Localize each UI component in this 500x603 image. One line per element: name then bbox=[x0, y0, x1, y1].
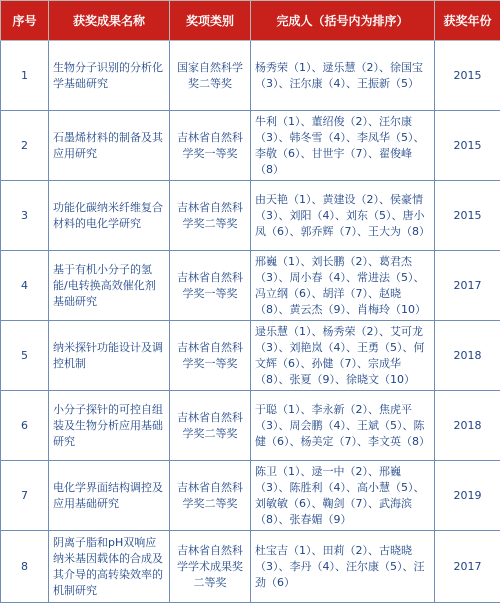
row-index: 2 bbox=[1, 111, 49, 181]
award-year: 2018 bbox=[435, 391, 500, 461]
achievement-name: 石墨烯材料的制备及其应用研究 bbox=[49, 111, 170, 181]
table-row bbox=[1, 391, 500, 461]
row-index: 6 bbox=[1, 391, 49, 461]
award-year: 2017 bbox=[435, 531, 500, 603]
contributors: 邢巍（1）、刘长鹏（2）、葛君杰（3）、周小春（4）、常进法（5）、冯立纲（6）、胡洋（7）、赵晓（8）、黄云杰（9）、肖梅玲（10） bbox=[251, 251, 435, 321]
row-index: 5 bbox=[1, 321, 49, 391]
row-index: 1 bbox=[1, 41, 49, 111]
award-year: 2019 bbox=[435, 461, 500, 531]
award-category: 吉林省自然科学奖二等奖 bbox=[170, 181, 251, 251]
contributors: 牛利（1）、董绍俊（2）、汪尔康（3）、韩冬雪（4）、李凤华（5）、李敬（6）、甘世宇（7）、翟俊峰（8） bbox=[251, 111, 435, 181]
table-row bbox=[1, 321, 500, 391]
contributors: 杨秀荣（1）、逯乐慧（2）、徐国宝（3）、汪尔康（4）、王振新（5） bbox=[251, 41, 435, 111]
header-index: 序号 bbox=[1, 1, 49, 41]
header-award-category: 奖项类别 bbox=[170, 1, 251, 41]
header-achievement-name: 获奖成果名称 bbox=[49, 1, 170, 41]
row-index: 4 bbox=[1, 251, 49, 321]
achievement-name: 小分子探针的可控自组装及生物分析应用基础研究 bbox=[49, 391, 170, 461]
contributors: 逯乐慧（1）、杨秀荣（2）、艾可龙（3）、刘艳岚（4）、王勇（5）、何文辉（6）、孙健（7）、宗成华（8）、张夏（9）、徐晓文（10） bbox=[251, 321, 435, 391]
achievement-name: 纳米探针功能设计及调控机制 bbox=[49, 321, 170, 391]
award-category: 吉林省自然科学奖一等奖 bbox=[170, 251, 251, 321]
header-row bbox=[1, 1, 500, 41]
row-index: 8 bbox=[1, 531, 49, 603]
contributors: 由天艳（1）、黄建设（2）、侯豪情（3）、刘阳（4）、刘东（5）、唐小凤（6）、郭乔辉（7）、王大为（8） bbox=[251, 181, 435, 251]
achievement-name: 基于有机小分子的氢能/电转换高效催化剂基础研究 bbox=[49, 251, 170, 321]
award-year: 2015 bbox=[435, 41, 500, 111]
award-category: 国家自然科学奖二等奖 bbox=[170, 41, 251, 111]
award-category: 吉林省自然科学奖一等奖 bbox=[170, 111, 251, 181]
table-row bbox=[1, 461, 500, 531]
row-index: 7 bbox=[1, 461, 49, 531]
achievement-name: 生物分子识别的分析化学基础研究 bbox=[49, 41, 170, 111]
header-contributors: 完成人（括号内为排序） bbox=[251, 1, 435, 41]
achievement-name: 电化学界面结构调控及应用基础研究 bbox=[49, 461, 170, 531]
table-row bbox=[1, 531, 500, 603]
table-row bbox=[1, 251, 500, 321]
contributors: 杜宝吉（1）、田莉（2）、古晓晓（3）、李丹（4）、汪尔康（5）、汪劲（6） bbox=[251, 531, 435, 603]
table-row bbox=[1, 41, 500, 111]
award-year: 2015 bbox=[435, 181, 500, 251]
award-category: 吉林省自然科学奖二等奖 bbox=[170, 391, 251, 461]
award-year: 2015 bbox=[435, 111, 500, 181]
contributors: 于聪（1）、李永新（2）、焦虎平（3）、周会鹏（4）、王斌（5）、陈健（6）、杨美定（7）、李文英（8） bbox=[251, 391, 435, 461]
achievement-name: 阴离子脂和pH双响应纳米基因载体的合成及其介导的高转染效率的机制研究 bbox=[49, 531, 170, 603]
row-index: 3 bbox=[1, 181, 49, 251]
table-row bbox=[1, 111, 500, 181]
award-year: 2017 bbox=[435, 251, 500, 321]
table-row bbox=[1, 181, 500, 251]
achievement-name: 功能化碳纳米纤维复合材料的电化学研究 bbox=[49, 181, 170, 251]
award-category: 吉林省自然科学奖二等奖 bbox=[170, 461, 251, 531]
award-category: 吉林省自然科学学术成果奖二等奖 bbox=[170, 531, 251, 603]
award-year: 2018 bbox=[435, 321, 500, 391]
award-category: 吉林省自然科学奖一等奖 bbox=[170, 321, 251, 391]
header-award-year: 获奖年份 bbox=[435, 1, 500, 41]
contributors: 陈卫（1）、逯一中（2）、邢巍（3）、陈胜利（4）、高小慧（5）、刘敏敏（6）、鞠剑（7）、武海滨（8）、张春媚（9） bbox=[251, 461, 435, 531]
